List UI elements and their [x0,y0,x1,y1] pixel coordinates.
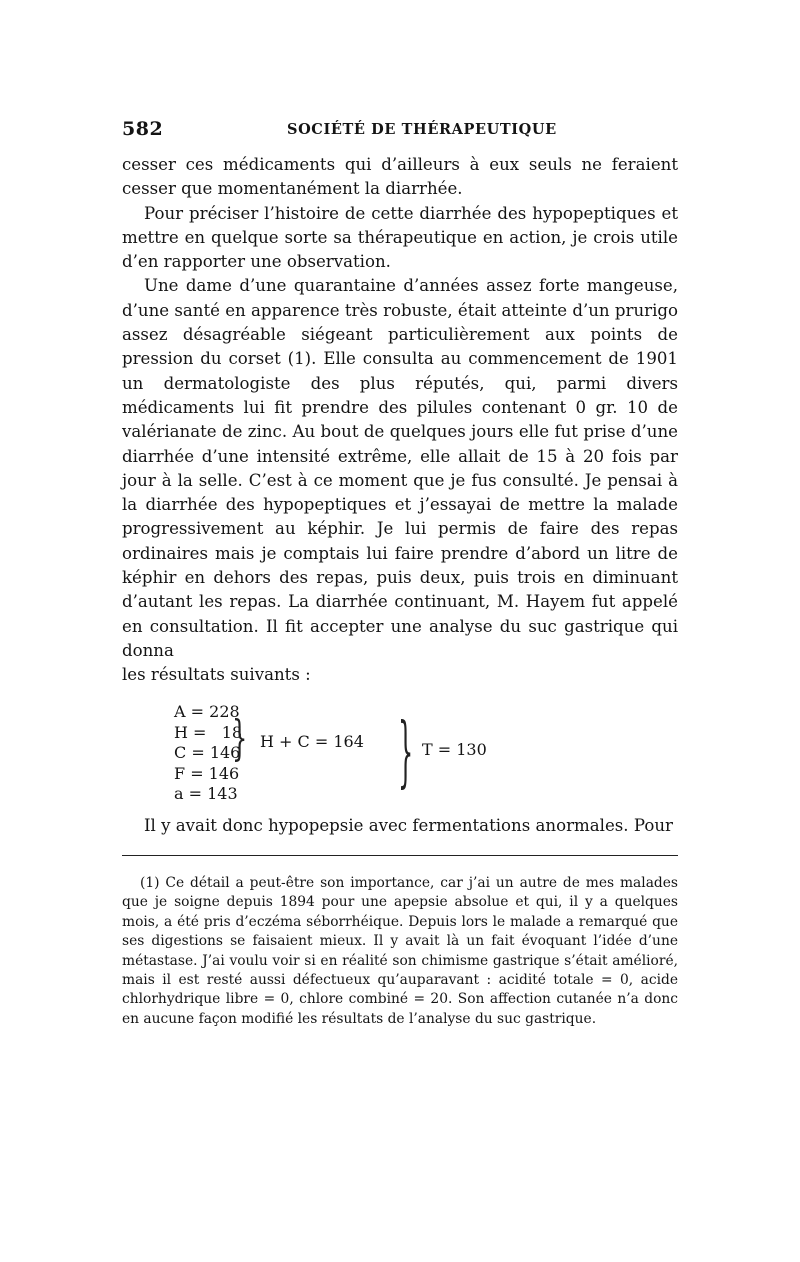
brace-h-c: } [232,710,248,766]
footnote-divider [122,855,678,856]
footnote [122,874,678,1029]
formula-line-a-lower: a = 143 [174,784,238,803]
formula-line-h: H = 18 [174,722,243,742]
running-head [122,118,678,142]
footnote-text: (1) Ce détail a peut-être son importance, car j’ai un autre de mes malades que je soigne depuis 1894 pour une apepsie absolue et qui, il y a quelques mois, a été pris d’eczéma séborrhéique. Depuis lors le malade a remarqué que ses digestions se faisaient mieux. Il y avait là un fait évoquant l’idée d’une métastase. J’ai voulu voir si en réalité son chimisme gastrique s’était amélioré, mais il est resté aussi défectueux qu’auparavant : acidité totale = 0, acide chlorhydrique libre = 0, chlore combiné = 20. Son affection cutanée n’a donc en aucune façon modifié les résultats de l’analyse du suc gastrique. [122,875,678,1027]
paragraph-conclusion: Il y avait donc hypopepsie avec fermentations anormales. Pour [144,816,673,835]
brace-total: } [398,707,414,797]
formula-total: T = 130 [422,740,487,759]
paragraph-diarrhea-history: Pour préciser l’histoire de cette diarrhée des hypopeptiques et mettre en quelque sorte sa thérapeutique en action, je crois utile d’en rapporter une observation. [122,203,678,272]
paragraph-continuation: cesser ces médicaments qui d’ailleurs à eux seuls ne feraient cesser que momentanément la diarrhée. [122,155,678,199]
formula-line-c: C = 146 [174,743,241,762]
paragraph-case-observation: Une dame d’une quarantaine d’années assez forte mangeuse, d’une santé en apparence très robuste, était atteinte d’un prurigo assez désagréable siégeant particulièrement aux points de pression du corset (1). Elle consulta au commencement de 1901 un dermatologiste des plus réputés, qui, parmi divers médicaments lui fit prendre des pilules contenant 0 gr. 10 de valérianate de zinc. Au bout de quelques jours elle fut prise d’une diarrhée d’une intensité extrême, elle allait de 15 à 20 fois par jour à la selle. C’est à ce moment que je fus consulté. Je pensai à la diarrhée des hypopeptiques et j’essayai de mettre la malade progressivement au képhir. Je lui permis de faire des repas ordinaires mais je comptais lui faire prendre d’abord un litre de képhir en dehors des repas, puis deux, puis trois en diminuant d’autant les repas. La diarrhée continuant, M. Hayem fut appelé en consultation. Il fit accepter une analyse du suc gastrique qui donna [122,276,678,660]
formula-line-f: F = 146 [174,763,240,783]
page-number: 582 [122,118,164,140]
book-page [122,0,678,1262]
running-title: SOCIÉTÉ DE THÉRAPEUTIQUE [287,121,557,138]
main-text [122,153,678,688]
formula-hc-sum: H + C = 164 [260,732,364,751]
gastric-analysis-formula [122,702,678,806]
closing-text [122,814,678,838]
paragraph-results-intro: les résultats suivants : [122,665,311,685]
formula-line-a: A = 228 [174,702,240,721]
